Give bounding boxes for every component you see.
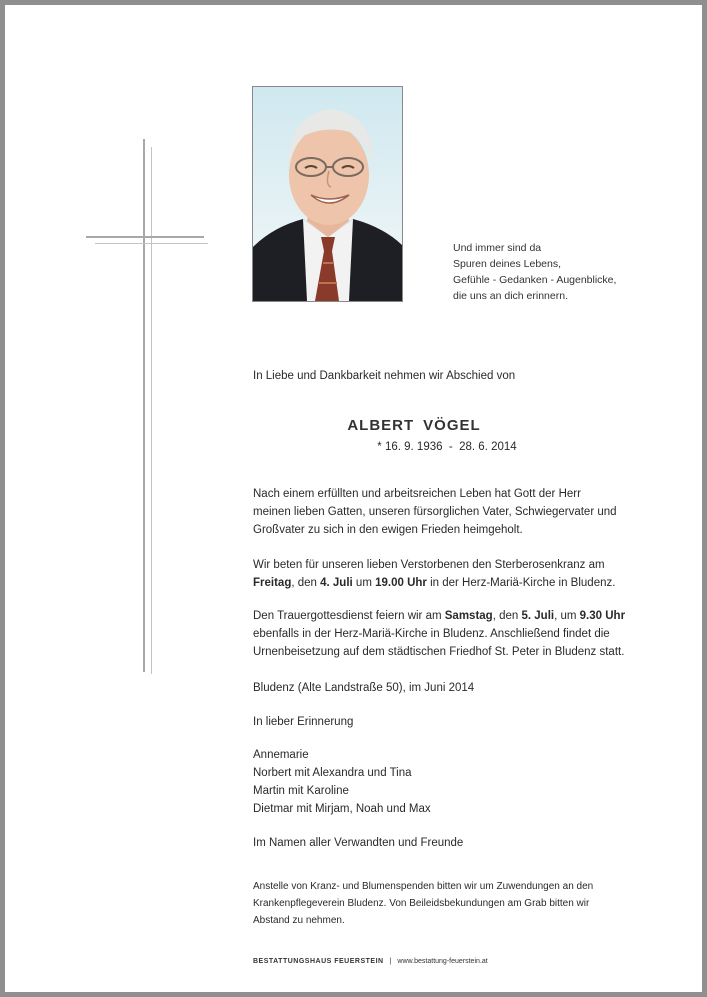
paragraph-line: Nach einem erfüllten und arbeitsreichen Leben hat Gott der Herr	[253, 488, 581, 500]
paragraph-line: Wir beten für unseren lieben Verstorbenen den Sterberosenkranz am	[253, 559, 605, 571]
family-member: Martin mit Karoline	[253, 785, 349, 797]
portrait-illustration	[253, 87, 402, 301]
family-list	[253, 746, 653, 818]
footer	[253, 958, 488, 965]
paragraph-line: Den Trauergottesdienst feiern wir am Samstag, den 5. Juli, um 9.30 Uhr	[253, 610, 626, 622]
memory-line: In lieber Erinnerung	[253, 716, 354, 728]
cross-horizontal-shadow	[95, 243, 208, 244]
deceased-name	[252, 417, 576, 434]
portrait-photo	[252, 86, 403, 302]
footer-brand: BESTATTUNGSHAUS FEUERSTEIN	[253, 958, 384, 965]
paragraph-line: Großvater zu sich in den ewigen Frieden heimgeholt.	[253, 524, 523, 536]
intro-text: In Liebe und Dankbarkeit nehmen wir Abschied von	[253, 370, 516, 382]
footer-separator: |	[389, 958, 392, 965]
family-member: Dietmar mit Mirjam, Noah und Max	[253, 803, 431, 815]
rosary-paragraph	[253, 556, 653, 592]
poem	[453, 240, 673, 304]
last-name: VÖGEL	[423, 417, 481, 434]
poem-line: Spuren deines Lebens,	[453, 258, 561, 270]
cross-horizontal-bar	[86, 236, 204, 238]
cross-vertical-bar	[143, 139, 145, 672]
paragraph-line: meinen lieben Gatten, unseren fürsorglichen Vater, Schwiegervater und	[253, 506, 617, 518]
life-dates: * 16. 9. 1936 - 28. 6. 2014	[377, 441, 517, 453]
all-relatives-line: Im Namen aller Verwandten und Freunde	[253, 837, 464, 849]
funeral-service-paragraph	[253, 607, 653, 661]
paragraph-line: Urnenbeisetzung auf dem städtischen Friedhof St. Peter in Bludenz statt.	[253, 646, 625, 658]
cross-vertical-shadow	[151, 147, 152, 674]
family-member: Annemarie	[253, 749, 309, 761]
donation-note	[253, 878, 653, 929]
poem-line: Gefühle - Gedanken - Augenblicke,	[453, 274, 617, 286]
family-member: Norbert mit Alexandra und Tina	[253, 767, 412, 779]
footer-url[interactable]: www.bestattung-feuerstein.at	[397, 958, 488, 965]
note-line: Abstand zu nehmen.	[253, 915, 345, 926]
place-and-date: Bludenz (Alte Landstraße 50), im Juni 2014	[253, 682, 475, 694]
note-line: Anstelle von Kranz- und Blumenspenden bitten wir um Zuwendungen an den	[253, 881, 594, 892]
first-name: ALBERT	[347, 417, 415, 434]
note-line: Krankenpflegeverein Bludenz. Von Beileidsbekundungen am Grab bitten wir	[253, 898, 590, 909]
announcement-paragraph	[253, 485, 653, 539]
paragraph-line: Freitag, den 4. Juli um 19.00 Uhr in der Herz-Mariä-Kirche in Bludenz.	[253, 577, 616, 589]
poem-line: Und immer sind da	[453, 242, 542, 254]
paragraph-line: ebenfalls in der Herz-Mariä-Kirche in Bludenz. Anschließend findet die	[253, 628, 610, 640]
poem-line: die uns an dich erinnern.	[453, 290, 568, 302]
